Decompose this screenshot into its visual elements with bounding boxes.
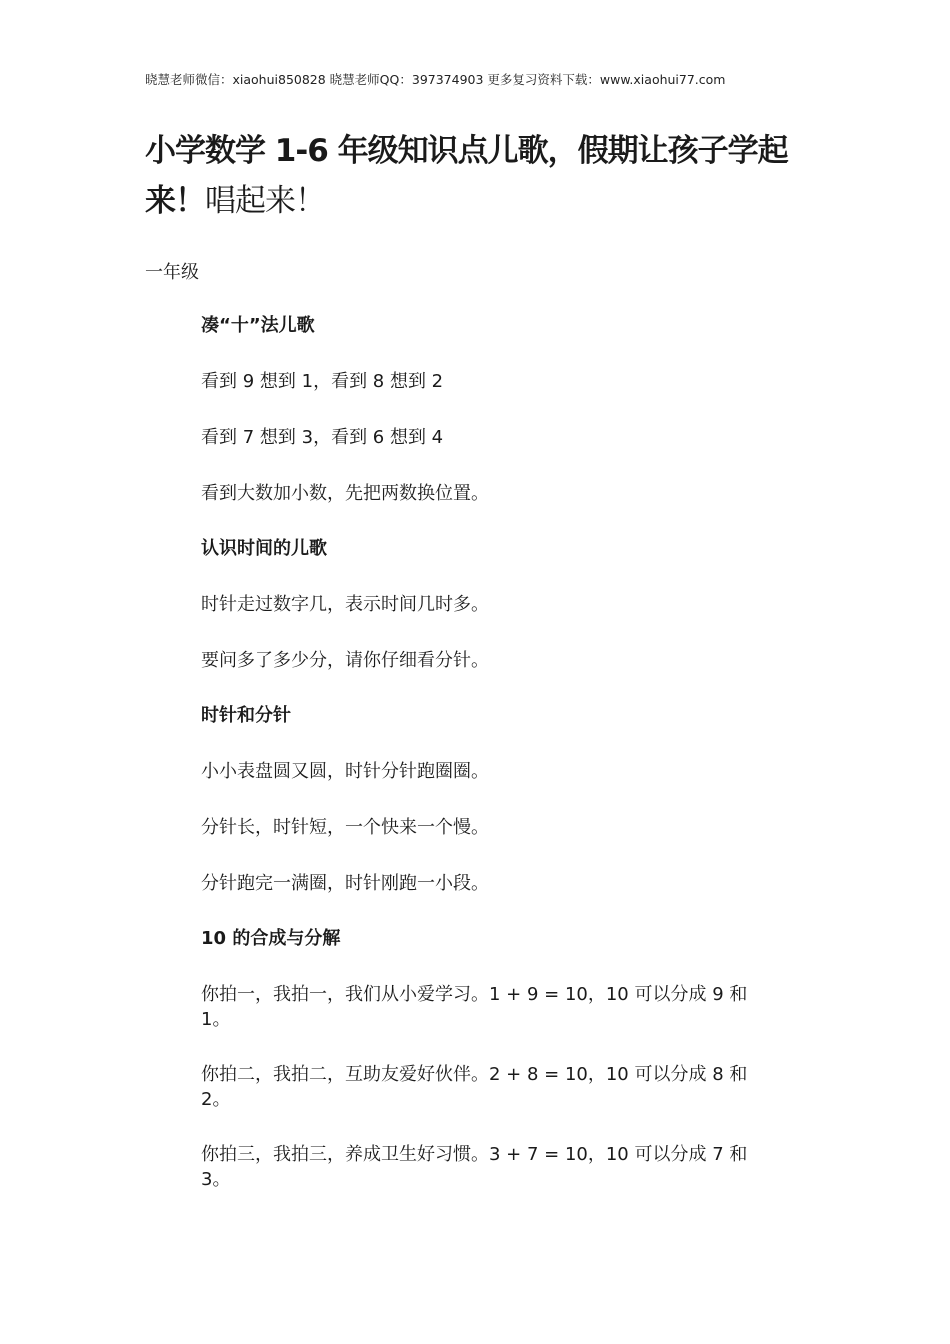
section-heading: 认识时间的儿歌 <box>201 538 327 559</box>
section-ten-composition <box>201 927 761 1192</box>
verse-line: 分针长，时针短，一个快来一个慢。 <box>201 817 489 838</box>
section-heading: 凑“十”法儿歌 <box>201 315 315 336</box>
document-body <box>201 314 761 1222</box>
title-normal-part: 唱起来！ <box>205 183 325 219</box>
verse-line: 看到 7 想到 3，看到 6 想到 4 <box>201 427 444 448</box>
verse-line: 看到 9 想到 1，看到 8 想到 2 <box>201 371 444 392</box>
section-clock-hands <box>201 704 761 896</box>
page-title <box>145 126 805 226</box>
page-header-contact: 晓慧老师微信：xiaohui850828 晓慧老师QQ：397374903 更多复习资料下载：www.xiaohui77.com <box>145 72 726 87</box>
verse-line: 小小表盘圆又圆，时针分针跑圈圈。 <box>201 761 489 782</box>
verse-line: 分针跑完一满圈，时针刚跑一小段。 <box>201 873 489 894</box>
verse-line: 你拍一，我拍一，我们从小爱学习。1 + 9 = 10，10 可以分成 9 和 1。 <box>201 984 748 1030</box>
section-make-ten <box>201 314 761 506</box>
verse-line: 看到大数加小数，先把两数换位置。 <box>201 483 489 504</box>
title-bold-part: 小学数学 1-6 年级知识点儿歌，假期让孩子学起来！ <box>145 133 788 219</box>
grade-label: 一年级 <box>145 262 199 283</box>
section-heading: 10 的合成与分解 <box>201 928 341 949</box>
verse-line: 时针走过数字几，表示时间几时多。 <box>201 594 489 615</box>
section-telling-time <box>201 537 761 673</box>
verse-line: 要问多了多少分，请你仔细看分针。 <box>201 650 489 671</box>
section-heading: 时针和分针 <box>201 705 291 726</box>
verse-line: 你拍二，我拍二，互助友爱好伙伴。2 + 8 = 10，10 可以分成 8 和 2。 <box>201 1064 748 1110</box>
verse-line: 你拍三，我拍三，养成卫生好习惯。3 + 7 = 10，10 可以分成 7 和 3。 <box>201 1144 748 1190</box>
